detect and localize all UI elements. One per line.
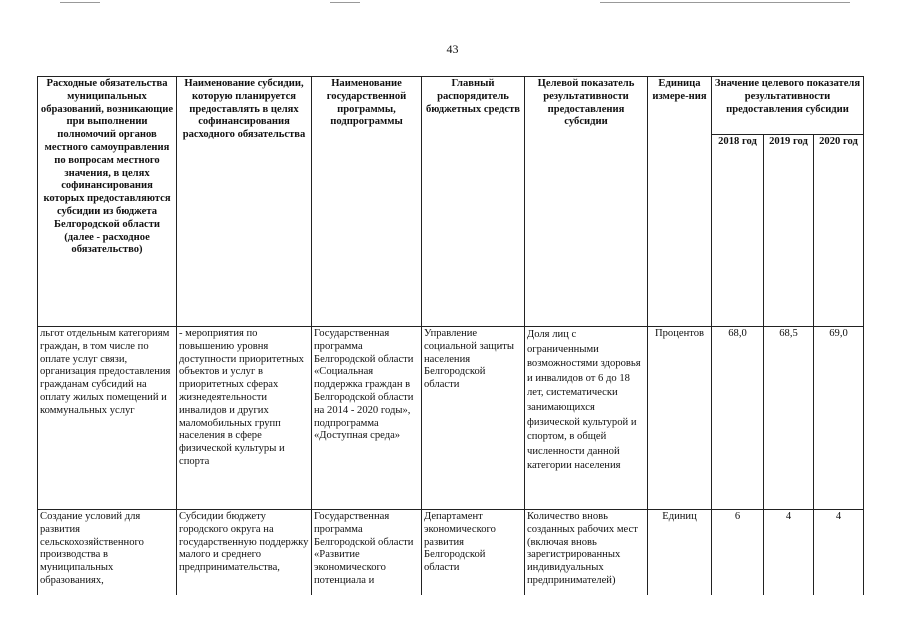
row1-obligation: льгот отдельным категориям граждан, в том числе по оплате услуг связи, организация предоставления гражданам субсидий на оплату жилых помещений и коммунальных услуг: [38, 327, 177, 510]
top-edge-line-mid: [330, 2, 360, 3]
row1-indicator: Доля лиц с ограниченными возможностями здоровья и инвалидов от 6 до 18 лет, систематически занимающихся физической культурой и спортом, в общей численности данной категории населения: [525, 327, 648, 510]
row1-distributor: Управление социальной защиты населения Белгородской области: [422, 327, 525, 510]
row1-unit: Процентов: [648, 327, 712, 510]
row2-indicator: Количество вновь созданных рабочих мест (включая вновь зарегистрированных индивидуальных предпринимателей): [525, 510, 648, 595]
subsidy-table: [37, 76, 864, 595]
row2-value-2018: 6: [712, 510, 764, 595]
header-year-2018: 2018 год: [712, 135, 764, 327]
row2-unit: Единиц: [648, 510, 712, 595]
row1-subsidy: - мероприятия по повышению уровня доступности приоритетных объектов и услуг в приоритетных сферах жизнедеятельности инвалидов и других маломобильных групп населения в сфере физической культуры и спорта: [177, 327, 312, 510]
header-program: Наименование государственной программы, подпрограммы: [312, 77, 422, 327]
header-subsidy: Наименование субсидии, которую планируется предоставлять в целях софинансирования расходного обязательства: [177, 77, 312, 327]
header-year-2020: 2020 год: [814, 135, 864, 327]
row2-obligation: Создание условий для развития сельскохозяйственного производства в муниципальных образованиях,: [38, 510, 177, 595]
page-number: 43: [446, 42, 459, 56]
row2-distributor: Департамент экономического развития Белгородской области: [422, 510, 525, 595]
top-edge-line-right: [600, 2, 850, 3]
header-indicator: Целевой показатель результативности предоставления субсидии: [525, 77, 648, 327]
row1-program: Государственная программа Белгородской области «Социальная поддержка граждан в Белгородской области на 2014 - 2020 годы», подпрограмма «Доступная среда»: [312, 327, 422, 510]
top-edge-line-left: [60, 2, 100, 3]
row2-subsidy: Субсидии бюджету городского округа на государственную поддержку малого и среднего предпринимательства,: [177, 510, 312, 595]
header-obligation: Расходные обязательства муниципальных образований, возникающие при выполнении полномочий органов местного самоуправления по вопросам местного значения, в целях софинансирования которых предоставляются субсидии из бюджета Белгородской области (далее - расходное обязательство): [38, 77, 177, 327]
row1-value-2020: 69,0: [814, 327, 864, 510]
header-distributor: Главный распорядитель бюджетных средств: [422, 77, 525, 327]
row1-value-2019: 68,5: [764, 327, 814, 510]
row2-program: Государственная программа Белгородской области «Развитие экономического потенциала и: [312, 510, 422, 595]
header-year-2019: 2019 год: [764, 135, 814, 327]
row2-value-2019: 4: [764, 510, 814, 595]
header-unit: Единица измере-ния: [648, 77, 712, 327]
row1-value-2018: 68,0: [712, 327, 764, 510]
row2-value-2020: 4: [814, 510, 864, 595]
header-target-value: Значение целевого показателя результативности предоставления субсидии: [712, 77, 864, 135]
